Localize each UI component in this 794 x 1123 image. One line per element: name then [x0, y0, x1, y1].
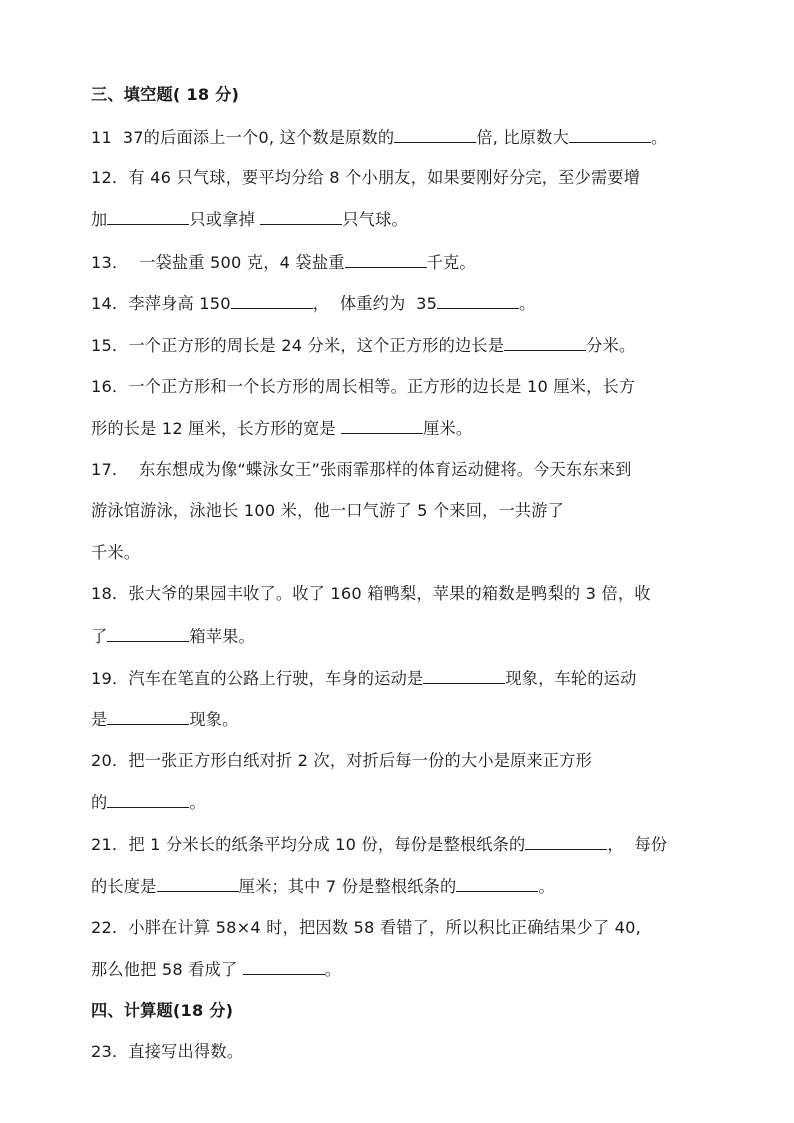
question-16-line2 [91, 417, 472, 440]
question-12-line2 [91, 208, 408, 231]
question-18-line2 [91, 625, 255, 648]
question-17-line2: 游泳馆游泳，泳池长 100 米，他一口气游了 5 个来回，一共游了 [91, 501, 565, 520]
question-17-line3: 千米。 [91, 543, 141, 562]
q20-text-a: 的 [91, 793, 108, 812]
question-20-line2 [91, 791, 206, 814]
q21-text-a: 21．把 1 分米长的纸条平均分成 10 份，每份是整根纸条的 [91, 835, 526, 854]
q19-text-b: 现象，车轮的运动 [505, 669, 637, 688]
answer-blank[interactable] [456, 875, 538, 892]
q18-text-b: 箱苹果。 [189, 627, 255, 646]
answer-blank[interactable] [525, 833, 607, 850]
q12-text-c: 只气球。 [342, 210, 408, 229]
answer-blank[interactable] [569, 126, 651, 143]
q12-text-b: 只或拿掉 [189, 210, 261, 229]
question-15 [91, 334, 635, 357]
answer-blank[interactable] [107, 208, 189, 225]
q16-text-b: 厘米。 [423, 419, 473, 438]
question-21-line1 [91, 833, 667, 856]
q14-text-b: ， 体重约为 35 [312, 294, 438, 313]
q21-text-e: 。 [538, 877, 555, 896]
answer-blank[interactable] [107, 791, 189, 808]
section-heading-fill-in: 三、填空题( 18 分) [91, 85, 240, 104]
q11-text-b: 倍, 比原数大 [476, 128, 569, 147]
answer-blank[interactable] [107, 625, 189, 642]
answer-blank[interactable] [157, 875, 239, 892]
q11-text-a: 11 37的后面添上一个0, 这个数是原数的 [91, 128, 395, 147]
q20-text-b: 。 [189, 793, 206, 812]
q16-text-a: 形的长是 12 厘米，长方形的宽是 [91, 419, 342, 438]
q19-text-d: 现象。 [189, 710, 239, 729]
q19-text-c: 是 [91, 710, 108, 729]
q21-text-c: 的长度是 [91, 877, 157, 896]
q13-text-a: 13． 一袋盐重 500 克，4 袋盐重 [91, 253, 345, 272]
answer-blank[interactable] [394, 126, 476, 143]
question-16-line1: 16．一个正方形和一个长方形的周长相等。正方形的边长是 10 厘米，长方 [91, 377, 636, 396]
q15-text-a: 15．一个正方形的周长是 24 分米，这个正方形的边长是 [91, 336, 505, 355]
q14-text-c: 。 [519, 294, 536, 313]
q11-text-c: 。 [650, 128, 668, 147]
answer-blank[interactable] [345, 251, 427, 268]
q18-text-a: 了 [91, 627, 108, 646]
question-22-line1: 22．小胖在计算 58×4 时，把因数 58 看错了，所以积比正确结果少了 40, [91, 918, 642, 937]
q22-text-b: 。 [324, 960, 342, 979]
question-13 [91, 251, 476, 274]
answer-blank[interactable] [231, 292, 313, 309]
q21-text-d: 厘米；其中 7 份是整根纸条的 [238, 877, 457, 896]
answer-blank[interactable] [423, 667, 505, 684]
answer-blank[interactable] [107, 708, 189, 725]
answer-blank[interactable] [243, 958, 325, 975]
question-19-line1 [91, 667, 636, 690]
question-11 [91, 126, 667, 149]
q19-text-a: 19．汽车在笔直的公路上行驶，车身的运动是 [91, 669, 424, 688]
question-23: 23．直接写出得数。 [91, 1042, 244, 1061]
q13-text-b: 千克。 [426, 253, 476, 272]
answer-blank[interactable] [504, 334, 586, 351]
question-18-line1: 18．张大爷的果园丰收了。收了 160 箱鸭梨，苹果的箱数是鸭梨的 3 倍，收 [91, 584, 651, 603]
question-22-line2 [91, 958, 341, 981]
question-21-line2 [91, 875, 555, 898]
q14-text-a: 14．李萍身高 150 [91, 294, 231, 313]
question-19-line2 [91, 708, 239, 731]
section-heading-calculation: 四、计算题(18 分) [91, 1001, 234, 1020]
answer-blank[interactable] [260, 208, 342, 225]
question-14 [91, 292, 536, 315]
q22-text-a: 那么他把 58 看成了 [91, 960, 243, 979]
q21-text-b: ， 每份 [607, 835, 668, 854]
answer-blank[interactable] [341, 417, 423, 434]
q12-text-a: 加 [91, 210, 108, 229]
question-17-line1: 17． 东东想成为像“蝶泳女王”张雨霏那样的体育运动健将。今天东东来到 [91, 460, 632, 479]
question-12-line1: 12．有 46 只气球，要平均分给 8 个小朋友，如果要刚好分完，至少需要增 [91, 168, 641, 187]
answer-blank[interactable] [437, 292, 519, 309]
q15-text-b: 分米。 [586, 336, 636, 355]
question-20-line1: 20．把一张正方形白纸对折 2 次，对折后每一份的大小是原来正方形 [91, 751, 593, 770]
